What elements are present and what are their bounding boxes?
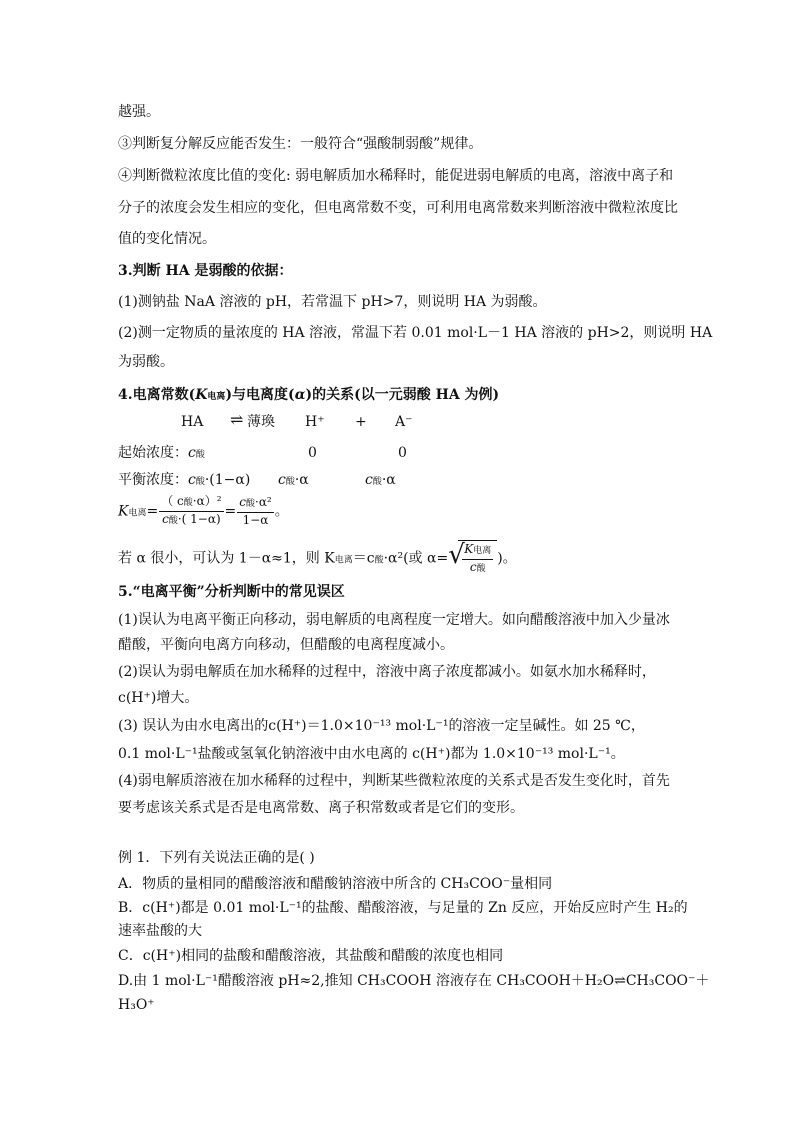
text-line: 0.1 mol·L⁻¹盐酸或氢氧化钠溶液中由水电离的 c(H⁺)都为 1.0×10⁻¹³ mol·L⁻¹。 [118,746,625,762]
text-line: 要考虑该关系式是否是电离常数、离子积常数或者是它们的变形。 [118,800,524,816]
text-line: (2)测一定物质的量浓度的 HA 溶液，常温下若 0.01 mol·L－1 HA 溶液的 pH>2，则说明 HA [118,325,713,341]
approximation-formula: 若 α 很小，可认为 1－α≈1，则 K电离＝c酸·α²(或 α= √ $\frac{\text{K电离}}{\text{c酸}}$ )。 [118,540,517,579]
text-line: ④判断微粒浓度比值的变化: 弱电解质加水稀释时，能促进弱电解质的电离，溶液中离子和 [118,168,674,184]
text-line: 速率盐酸的大 [118,923,202,939]
document-page: 越强。 ③判断复分解反应能否发生：一般符合“强酸制弱酸”规律。 ④判断微粒浓度比值的变化: 弱电解质加水稀释时，能促进弱电解质的电离，溶液中离子和 分子的浓度会发生相应的变化，但电离常数不变，可利用电离常数来判断溶液中微粒浓度比 值的变化情况。 3.判断 HA 是弱酸的依据： (1)测钠盐 NaA 溶液的 pH，若常温下 pH>7，则说明 HA 为弱酸。 (2)测一定物质的量浓度的 HA 溶液，常温下若 0.01 mol·L－1 HA 溶液的 pH>2，则说明 HA 为弱酸。 4.电离常数(K电离)与电离度(α)的关系(以一元弱酸 HA 为例) HA ⇌ 薄瑍 H⁺ + A⁻ 起始浓度： c酸 0 0 平衡浓度： c酸·(1−α) c酸·α c酸·α K电离= $\frac{\text{（ c酸·α）²}}{\text{c酸·( 1−α)}}$ = $\frac{\text{c酸·α²}}{1-\alpha}$ 。 若 α 很小，可认为 1－α≈1，则 K电离＝c酸·α²(或 α= √ $\frac{\text{K电离}}{\text{c酸}}$ )。 5.“电离平衡”分析判断中的常见误区 (1)误认为电离平衡正向移动，弱电解质的电离程度一定增大。如向醋酸溶液中加入少量冰 醋酸，平衡向电离方向移动，但醋酸的电离程度减小。 (2)误认为弱电解质在加水稀释的过程中，溶液中离子浓度都减小。如氨水加水稀释时， c(H⁺)增大。 (3) 误认为由水电离出的c(H⁺)＝1.0×10⁻¹³ mol·L⁻¹的溶液一定呈碱性。如 25 ℃， 0.1 mol·L⁻¹盐酸或氢氧化钠溶液中由水电离的 c(H⁺)都为 1.0×10⁻¹³ mol·L⁻¹。 (4)弱电解质溶液在加水稀释的过程中，判断某些微粒浓度的关系式是否发生变化时，首先 要考虑该关系式是否是电离常数、离子积常数或者是它们的变形。 例 1．下列有关说法正确的是( ) A．物质的量相同的醋酸溶液和醋酸钠溶液中所含的 CH₃COO⁻量相同 B．c(H⁺)都是 0.01 mol·L⁻¹的盐酸、醋酸溶液，与足量的 Zn 反应，开始反应时产生 H₂的 速率盐酸的大 C．c(H⁺)相同的盐酸和醋酸溶液，其盐酸和醋酸的浓度也相同 D.由 1 mol·L⁻¹醋酸溶液 pH≈2,推知 CH₃COOH 溶液存在 CH₃COOH＋H₂O⇌CH₃COO⁻＋ H₃O⁺ [118,104,713,1013]
text-line: 分子的浓度会发生相应的变化，但电离常数不变，可利用电离常数来判断溶液中微粒浓度比 [118,200,678,216]
text-line: (2)误认为弱电解质在加水稀释的过程中，溶液中离子浓度都减小。如氨水加水稀释时， [118,664,656,680]
text-line: 值的变化情况。 [118,231,216,247]
text-line: H₃O⁺ [118,997,155,1013]
ionization-constant-formula: K电离= $\frac{\text{（ c酸·α）²}}{\text{c酸·( 1−α)}}$ = $\frac{\text{c酸·α²}}{1-\alpha}$ 。 [118,494,289,527]
equilibrium-arrow-icon: ⇌ [230,410,244,429]
fraction: $\frac{\text{c酸·α²}}{1-\alpha}$ [239,495,272,527]
text-line: (3) 误认为由水电离出的c(H⁺)＝1.0×10⁻¹³ mol·L⁻¹的溶液一定呈碱性。如 25 ℃， [118,718,645,734]
text-line: 醋酸，平衡向电离方向移动，但醋酸的电离程度减小。 [118,637,454,653]
option-c: C．c(H⁺)相同的盐酸和醋酸溶液，其盐酸和醋酸的浓度也相同 [118,948,504,964]
text-line: (1)测钠盐 NaA 溶液的 pH，若常温下 pH>7，则说明 HA 为弱酸。 [118,294,547,310]
option-a: A．物质的量相同的醋酸溶液和醋酸钠溶液中所含的 CH₃COO⁻量相同 [118,876,553,892]
text-line: (1)误认为电离平衡正向移动，弱电解质的电离程度一定增大。如向醋酸溶液中加入少量冰 [118,612,670,628]
fraction: $\frac{\text{K电离}}{\text{c酸}}$ [464,541,492,574]
text-line: c(H⁺)增大。 [118,690,199,706]
equilibrium-arrow-icon: ⇌ [614,973,626,989]
example-question: 例 1．下列有关说法正确的是( ) [118,850,315,866]
fraction: $\frac{\text{（ c酸·α）²}}{\text{c酸·( 1−α)}}$ [161,494,222,526]
section-heading-4: 4.电离常数(K电离)与电离度(α)的关系(以一元弱酸 HA 为例) [118,387,500,403]
option-d: D.由 1 mol·L⁻¹醋酸溶液 pH≈2,推知 CH₃COOH 溶液存在 CH₃COOH＋H₂O⇌CH₃COO⁻＋ [118,973,710,989]
square-root: √ $\frac{\text{K电离}}{\text{c酸}}$ [448,540,497,577]
option-b: B．c(H⁺)都是 0.01 mol·L⁻¹的盐酸、醋酸溶液，与足量的 Zn 反应，开始反应时产生 H₂的 [118,900,688,916]
section-heading-3: 3.判断 HA 是弱酸的依据： [118,263,293,279]
text-line: 越强。 [118,104,160,120]
text-line: ③判断复分解反应能否发生：一般符合“强酸制弱酸”规律。 [118,136,483,152]
text-line: (4)弱电解质溶液在加水稀释的过程中，判断某些微粒浓度的关系式是否发生变化时，首先 [118,773,670,789]
section-heading-5: 5.“电离平衡”分析判断中的常见误区 [118,584,345,600]
text-line: 为弱酸。 [118,354,174,370]
